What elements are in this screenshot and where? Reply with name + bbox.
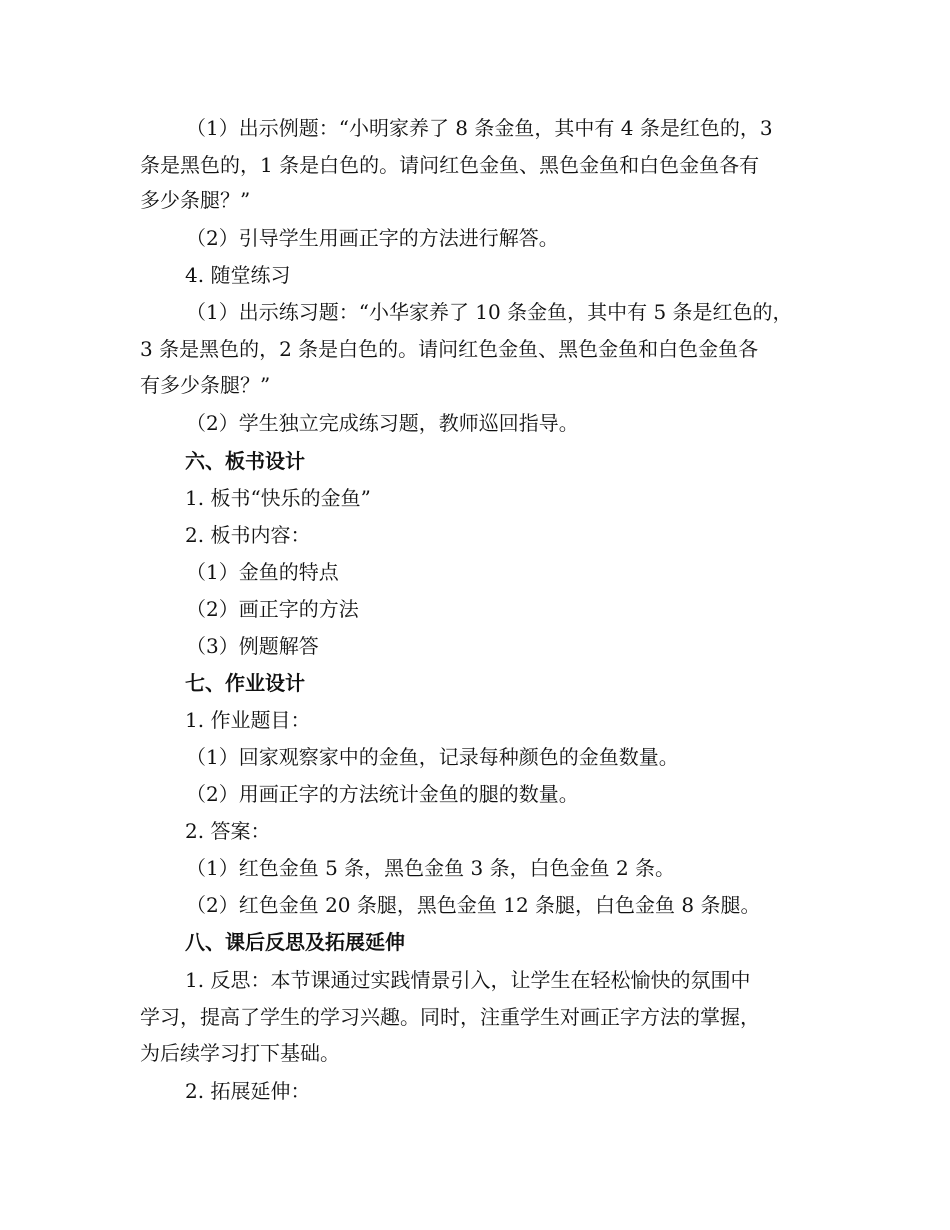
list-item: 1. 作业题目： (185, 708, 311, 732)
list-item: （3）例题解答 (186, 634, 319, 658)
list-item: （2）红色金鱼 20 条腿，黑色金鱼 12 条腿，白色金鱼 8 条腿。 (186, 893, 761, 917)
list-item: （1）回家观察家中的金鱼，记录每种颜色的金鱼数量。 (186, 745, 679, 769)
list-item: 2. 答案： (185, 819, 271, 843)
list-item: 2. 板书内容： (185, 523, 311, 547)
paragraph-line: 为后续学习打下基础。 (140, 1041, 340, 1065)
paragraph-line: （1）出示例题：“小明家养了 8 条金鱼，其中有 4 条是红色的，3 (186, 116, 773, 140)
section-heading: 七、作业设计 (185, 671, 305, 695)
paragraph-line: （1）出示练习题：“小华家养了 10 条金鱼，其中有 5 条是红色的， (186, 300, 793, 324)
paragraph-line: （2）引导学生用画正字的方法进行解答。 (186, 226, 559, 250)
paragraph-line: 多少条腿？” (140, 188, 251, 212)
list-item: 1. 板书“快乐的金鱼” (185, 486, 371, 510)
list-item: （1）金鱼的特点 (186, 560, 339, 584)
paragraph-line: 条是黑色的，1 条是白色的。请问红色金鱼、黑色金鱼和白色金鱼各有 (140, 153, 760, 177)
paragraph-line: 学习，提高了学生的学习兴趣。同时，注重学生对画正字方法的掌握， (140, 1005, 760, 1029)
paragraph-line: 有多少条腿？” (140, 373, 271, 397)
section-heading: 六、板书设计 (185, 449, 305, 473)
paragraph-line: （2）学生独立完成练习题，教师巡回指导。 (186, 411, 579, 435)
paragraph-line: 1. 反思：本节课通过实践情景引入，让学生在轻松愉快的氛围中 (185, 968, 751, 992)
list-item: 2. 拓展延伸： (185, 1079, 311, 1103)
list-item: （2）用画正字的方法统计金鱼的腿的数量。 (186, 782, 579, 806)
subsection-heading: 4. 随堂练习 (185, 263, 291, 287)
list-item: （1）红色金鱼 5 条，黑色金鱼 3 条，白色金鱼 2 条。 (186, 856, 676, 880)
list-item: （2）画正字的方法 (186, 597, 359, 621)
paragraph-line: 3 条是黑色的，2 条是白色的。请问红色金鱼、黑色金鱼和白色金鱼各 (140, 337, 759, 361)
section-heading: 八、课后反思及拓展延伸 (185, 930, 405, 954)
